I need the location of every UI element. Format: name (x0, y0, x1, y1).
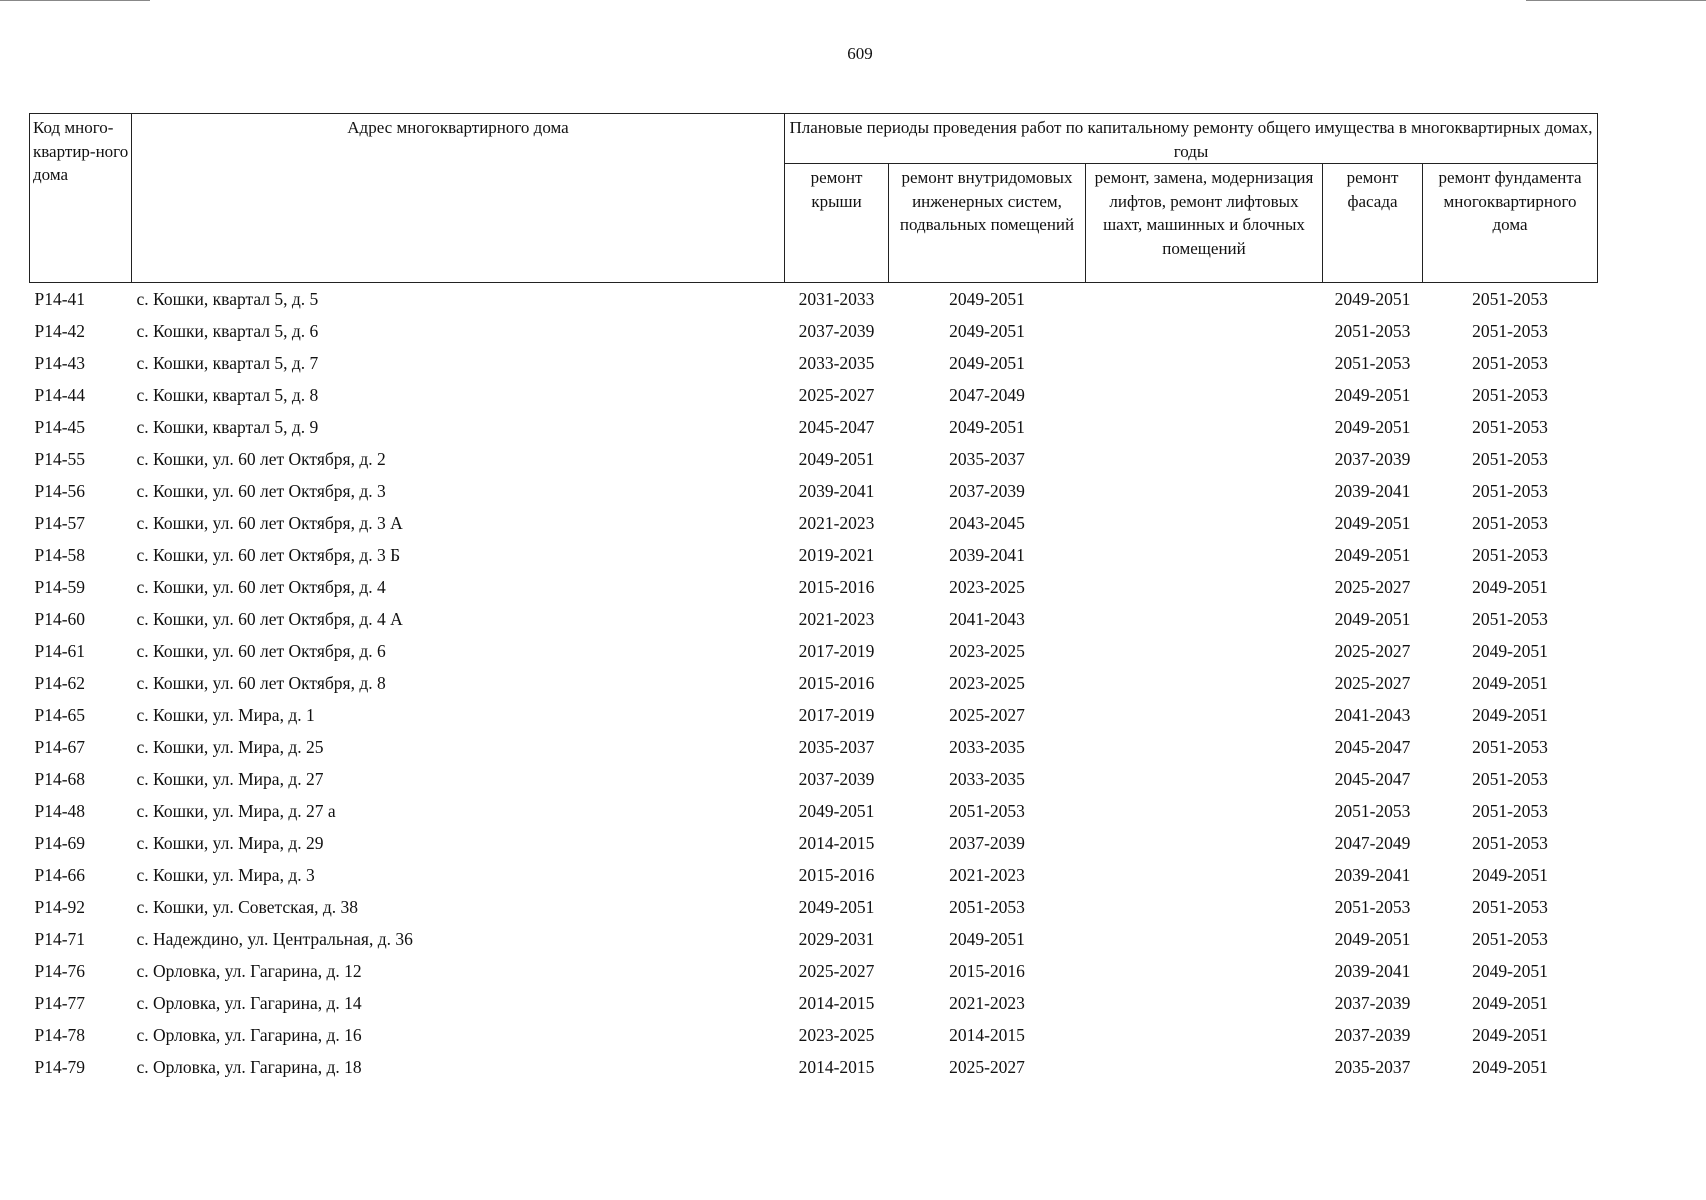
row-engineering: 2049-2051 (949, 416, 1025, 437)
row-address: с. Кошки, ул. Мира, д. 29 (136, 832, 324, 853)
row-elevators (1086, 955, 1323, 987)
table-row (30, 987, 1598, 1019)
row-code: P14-56 (34, 480, 86, 501)
row-foundation: 2051-2053 (1472, 800, 1548, 821)
row-elevators (1086, 539, 1323, 571)
capital-repair-schedule-table (29, 113, 1598, 1083)
row-engineering: 2033-2035 (949, 736, 1025, 757)
row-address: с. Кошки, ул. Мира, д. 3 (136, 864, 315, 885)
row-foundation: 2049-2051 (1472, 576, 1548, 597)
row-foundation: 2051-2053 (1472, 448, 1548, 469)
row-engineering: 2049-2051 (949, 320, 1025, 341)
row-roof: 2014-2015 (798, 992, 875, 1013)
row-foundation: 2051-2053 (1472, 320, 1548, 341)
header-address: Адрес многоквартирного дома (132, 114, 785, 283)
row-foundation: 2051-2053 (1472, 608, 1548, 629)
row-elevators (1086, 699, 1323, 731)
row-address: с. Кошки, ул. 60 лет Октября, д. 3 А (136, 512, 403, 533)
row-roof: 2014-2015 (798, 832, 875, 853)
row-facade: 2047-2049 (1334, 832, 1411, 853)
row-code: P14-58 (34, 544, 86, 565)
row-engineering: 2033-2035 (949, 768, 1025, 789)
row-foundation: 2049-2051 (1472, 864, 1548, 885)
row-elevators (1086, 347, 1323, 379)
row-foundation: 2049-2051 (1472, 1056, 1548, 1077)
table-row (30, 827, 1598, 859)
row-code: P14-76 (34, 960, 86, 981)
row-code: P14-55 (34, 448, 86, 469)
row-foundation: 2051-2053 (1472, 928, 1548, 949)
row-elevators (1086, 891, 1323, 923)
header-roof: ремонт крыши (785, 164, 889, 283)
row-roof: 2037-2039 (798, 320, 875, 341)
table-row (30, 1019, 1598, 1051)
row-foundation: 2051-2053 (1472, 384, 1548, 405)
header-elevators: ремонт, замена, модернизация лифтов, ремонт лифтовых шахт, машинных и блочных помещений (1086, 164, 1323, 283)
row-foundation: 2051-2053 (1472, 736, 1548, 757)
row-engineering: 2049-2051 (949, 352, 1025, 373)
row-engineering: 2035-2037 (949, 448, 1025, 469)
row-code: P14-77 (34, 992, 86, 1013)
row-code: P14-68 (34, 768, 86, 789)
row-address: с. Орловка, ул. Гагарина, д. 12 (136, 960, 362, 981)
row-roof: 2049-2051 (798, 448, 875, 469)
row-foundation: 2051-2053 (1472, 544, 1548, 565)
row-address: с. Кошки, ул. 60 лет Октября, д. 3 (136, 480, 386, 501)
row-facade: 2049-2051 (1334, 928, 1411, 949)
row-roof: 2014-2015 (798, 1056, 875, 1077)
row-facade: 2049-2051 (1334, 544, 1411, 565)
row-elevators (1086, 443, 1323, 475)
table-row (30, 379, 1598, 411)
row-foundation: 2049-2051 (1472, 992, 1548, 1013)
row-address: с. Орловка, ул. Гагарина, д. 16 (136, 1024, 362, 1045)
table-row (30, 443, 1598, 475)
row-code: P14-42 (34, 320, 86, 341)
row-code: P14-92 (34, 896, 86, 917)
row-facade: 2037-2039 (1334, 1024, 1411, 1045)
row-engineering: 2047-2049 (949, 384, 1025, 405)
scan-edge-mark-top-left (0, 0, 150, 1)
row-facade: 2035-2037 (1334, 1056, 1411, 1077)
row-facade: 2025-2027 (1334, 576, 1411, 597)
row-engineering: 2049-2051 (949, 288, 1025, 309)
row-address: с. Кошки, ул. 60 лет Октября, д. 3 Б (136, 544, 401, 565)
row-elevators (1086, 283, 1323, 316)
row-facade: 2037-2039 (1334, 992, 1411, 1013)
row-roof: 2021-2023 (798, 608, 875, 629)
row-foundation: 2051-2053 (1472, 352, 1548, 373)
row-code: P14-43 (34, 352, 86, 373)
row-code: P14-44 (34, 384, 86, 405)
row-elevators (1086, 731, 1323, 763)
row-roof: 2015-2016 (798, 576, 875, 597)
table-row (30, 315, 1598, 347)
row-engineering: 2037-2039 (949, 480, 1025, 501)
table-row (30, 411, 1598, 443)
table-row (30, 507, 1598, 539)
row-engineering: 2023-2025 (949, 576, 1025, 597)
row-address: с. Кошки, квартал 5, д. 5 (136, 288, 319, 309)
row-code: P14-78 (34, 1024, 86, 1045)
row-roof: 2035-2037 (798, 736, 875, 757)
row-elevators (1086, 603, 1323, 635)
row-elevators (1086, 827, 1323, 859)
row-engineering: 2023-2025 (949, 640, 1025, 661)
row-elevators (1086, 475, 1323, 507)
row-facade: 2025-2027 (1334, 640, 1411, 661)
table-row (30, 859, 1598, 891)
row-elevators (1086, 315, 1323, 347)
row-elevators (1086, 795, 1323, 827)
row-facade: 2037-2039 (1334, 448, 1411, 469)
row-code: P14-66 (34, 864, 86, 885)
row-address: с. Кошки, ул. Мира, д. 27 (136, 768, 324, 789)
row-engineering: 2021-2023 (949, 992, 1025, 1013)
row-address: с. Кошки, ул. Мира, д. 1 (136, 704, 315, 725)
row-code: P14-48 (34, 800, 86, 821)
row-engineering: 2049-2051 (949, 928, 1025, 949)
row-roof: 2015-2016 (798, 864, 875, 885)
row-foundation: 2049-2051 (1472, 640, 1548, 661)
row-roof: 2015-2016 (798, 672, 875, 693)
row-roof: 2037-2039 (798, 768, 875, 789)
table-row (30, 891, 1598, 923)
table-row (30, 539, 1598, 571)
row-elevators (1086, 379, 1323, 411)
row-address: с. Кошки, ул. 60 лет Октября, д. 2 (136, 448, 386, 469)
row-foundation: 2049-2051 (1472, 672, 1548, 693)
row-elevators (1086, 1051, 1323, 1083)
row-engineering: 2023-2025 (949, 672, 1025, 693)
row-address: с. Кошки, квартал 5, д. 6 (136, 320, 319, 341)
row-address: с. Кошки, ул. 60 лет Октября, д. 4 (136, 576, 386, 597)
row-engineering: 2025-2027 (949, 704, 1025, 725)
row-elevators (1086, 635, 1323, 667)
row-roof: 2021-2023 (798, 512, 875, 533)
row-engineering: 2015-2016 (949, 960, 1025, 981)
row-foundation: 2049-2051 (1472, 1024, 1548, 1045)
row-foundation: 2051-2053 (1472, 768, 1548, 789)
row-foundation: 2051-2053 (1472, 480, 1548, 501)
table-row (30, 603, 1598, 635)
row-code: P14-65 (34, 704, 86, 725)
row-roof: 2025-2027 (798, 384, 875, 405)
row-elevators (1086, 987, 1323, 1019)
row-roof: 2049-2051 (798, 800, 875, 821)
table-row (30, 763, 1598, 795)
row-facade: 2051-2053 (1334, 352, 1411, 373)
row-engineering: 2037-2039 (949, 832, 1025, 853)
row-roof: 2033-2035 (798, 352, 875, 373)
row-facade: 2025-2027 (1334, 672, 1411, 693)
row-code: P14-57 (34, 512, 86, 533)
table-row (30, 731, 1598, 763)
row-facade: 2039-2041 (1334, 480, 1411, 501)
table-row (30, 347, 1598, 379)
row-roof: 2031-2033 (798, 288, 875, 309)
row-foundation: 2051-2053 (1472, 896, 1548, 917)
row-elevators (1086, 859, 1323, 891)
row-facade: 2051-2053 (1334, 320, 1411, 341)
row-roof: 2049-2051 (798, 896, 875, 917)
row-roof: 2023-2025 (798, 1024, 875, 1045)
row-address: с. Кошки, квартал 5, д. 7 (136, 352, 319, 373)
row-engineering: 2014-2015 (949, 1024, 1025, 1045)
row-engineering: 2041-2043 (949, 608, 1025, 629)
row-engineering: 2043-2045 (949, 512, 1025, 533)
row-code: P14-79 (34, 1056, 86, 1077)
row-code: P14-71 (34, 928, 86, 949)
header-foundation: ремонт фундамента многоквартирного дома (1423, 164, 1598, 283)
scan-edge-mark-top-right (1526, 0, 1706, 1)
row-engineering: 2051-2053 (949, 800, 1025, 821)
row-facade: 2039-2041 (1334, 864, 1411, 885)
row-engineering: 2025-2027 (949, 1056, 1025, 1077)
table-body (30, 283, 1598, 1084)
row-code: P14-60 (34, 608, 86, 629)
row-foundation: 2049-2051 (1472, 960, 1548, 981)
row-elevators (1086, 1019, 1323, 1051)
row-foundation: 2049-2051 (1472, 704, 1548, 725)
row-elevators (1086, 411, 1323, 443)
table-row (30, 923, 1598, 955)
row-code: P14-41 (34, 288, 86, 309)
row-elevators (1086, 763, 1323, 795)
row-roof: 2019-2021 (798, 544, 875, 565)
row-roof: 2045-2047 (798, 416, 875, 437)
table-row (30, 1051, 1598, 1083)
row-roof: 2017-2019 (798, 704, 875, 725)
row-address: с. Орловка, ул. Гагарина, д. 18 (136, 1056, 362, 1077)
row-elevators (1086, 923, 1323, 955)
row-roof: 2029-2031 (798, 928, 875, 949)
row-facade: 2049-2051 (1334, 512, 1411, 533)
row-code: P14-69 (34, 832, 86, 853)
row-address: с. Кошки, ул. Мира, д. 27 а (136, 800, 336, 821)
row-facade: 2051-2053 (1334, 800, 1411, 821)
table-row (30, 795, 1598, 827)
row-facade: 2049-2051 (1334, 608, 1411, 629)
page-number: 609 (847, 44, 873, 63)
header-engineering: ремонт внутридомовых инженерных систем, подвальных помещений (889, 164, 1086, 283)
row-facade: 2049-2051 (1334, 288, 1411, 309)
table-row (30, 699, 1598, 731)
table-row (30, 667, 1598, 699)
row-foundation: 2051-2053 (1472, 832, 1548, 853)
row-foundation: 2051-2053 (1472, 512, 1548, 533)
row-engineering: 2039-2041 (949, 544, 1025, 565)
row-facade: 2049-2051 (1334, 384, 1411, 405)
row-elevators (1086, 667, 1323, 699)
row-elevators (1086, 571, 1323, 603)
row-code: P14-62 (34, 672, 86, 693)
row-address: с. Орловка, ул. Гагарина, д. 14 (136, 992, 362, 1013)
row-facade: 2039-2041 (1334, 960, 1411, 981)
row-foundation: 2051-2053 (1472, 288, 1548, 309)
row-code: P14-45 (34, 416, 86, 437)
row-facade: 2041-2043 (1334, 704, 1411, 725)
row-engineering: 2021-2023 (949, 864, 1025, 885)
row-address: с. Надеждино, ул. Центральная, д. 36 (136, 928, 413, 949)
row-facade: 2051-2053 (1334, 896, 1411, 917)
row-code: P14-61 (34, 640, 86, 661)
row-address: с. Кошки, квартал 5, д. 8 (136, 384, 319, 405)
row-address: с. Кошки, ул. 60 лет Октября, д. 4 А (136, 608, 403, 629)
row-code: P14-67 (34, 736, 86, 757)
table-row (30, 955, 1598, 987)
header-planned-periods: Плановые периоды проведения работ по капитальному ремонту общего имущества в многоквартирных домах, годы (785, 114, 1598, 164)
row-facade: 2049-2051 (1334, 416, 1411, 437)
table-row (30, 635, 1598, 667)
row-roof: 2025-2027 (798, 960, 875, 981)
table-row (30, 283, 1598, 316)
header-code: Код много-квартир-ного дома (30, 114, 132, 283)
row-elevators (1086, 507, 1323, 539)
row-address: с. Кошки, ул. 60 лет Октября, д. 6 (136, 640, 386, 661)
table-header (30, 114, 1598, 283)
row-address: с. Кошки, ул. Мира, д. 25 (136, 736, 324, 757)
table-row (30, 571, 1598, 603)
row-facade: 2045-2047 (1334, 736, 1411, 757)
row-address: с. Кошки, ул. 60 лет Октября, д. 8 (136, 672, 386, 693)
row-facade: 2045-2047 (1334, 768, 1411, 789)
row-engineering: 2051-2053 (949, 896, 1025, 917)
row-address: с. Кошки, квартал 5, д. 9 (136, 416, 319, 437)
row-roof: 2039-2041 (798, 480, 875, 501)
row-code: P14-59 (34, 576, 86, 597)
row-foundation: 2051-2053 (1472, 416, 1548, 437)
table-row (30, 475, 1598, 507)
row-roof: 2017-2019 (798, 640, 875, 661)
row-address: с. Кошки, ул. Советская, д. 38 (136, 896, 359, 917)
header-facade: ремонт фасада (1323, 164, 1423, 283)
